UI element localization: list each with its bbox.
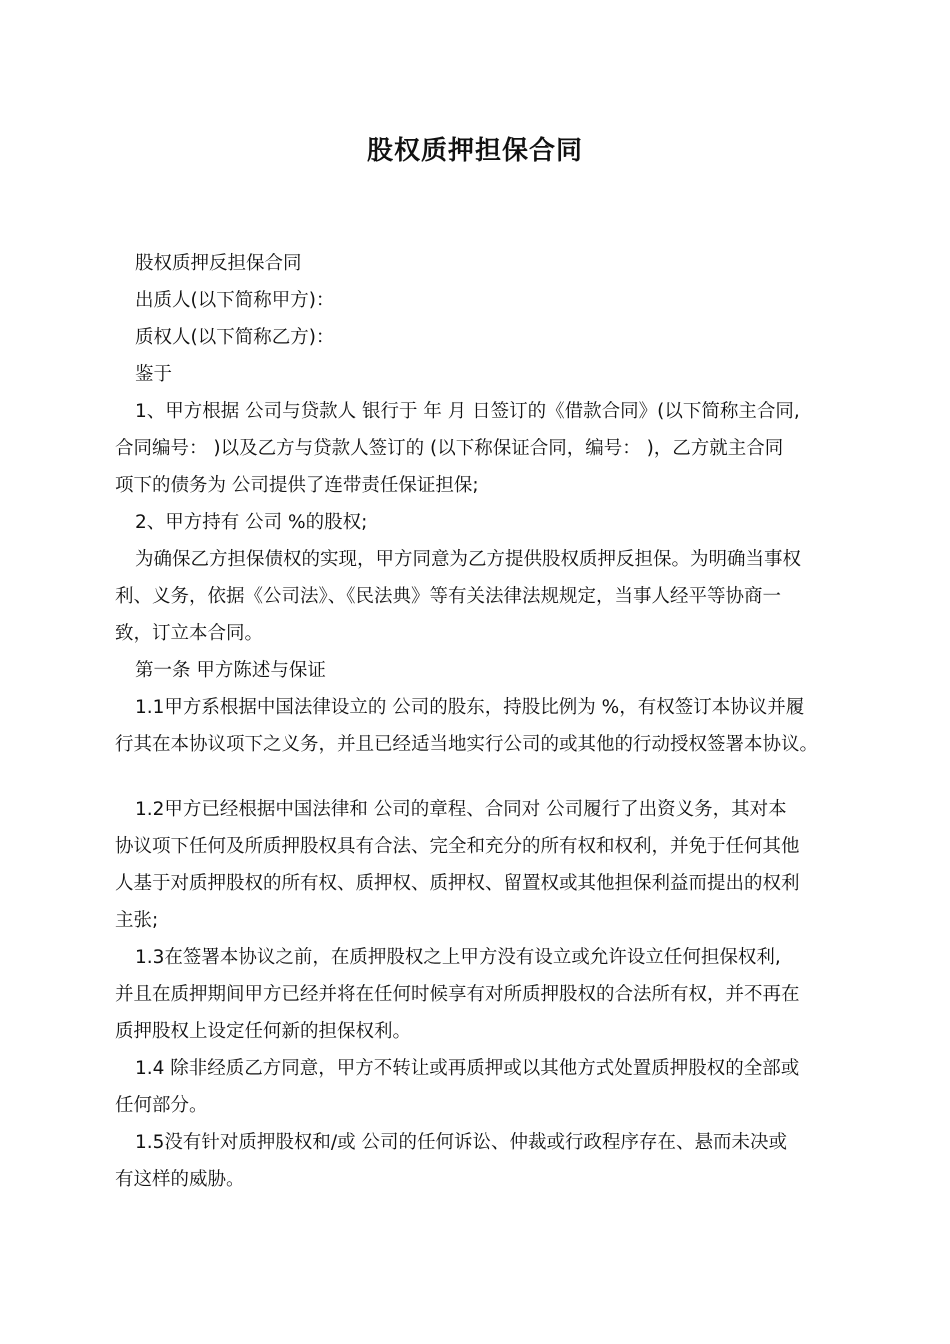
text-line: 项下的债务为 公司提供了连带责任保证担保; <box>115 475 479 496</box>
clause-1-4 <box>115 1050 845 1124</box>
paragraph-recital-2 <box>115 504 845 541</box>
text-line: 致，订立本合同。 <box>115 623 264 644</box>
spacer <box>115 763 845 791</box>
text-line: 人基于对质押股权的所有权、质押权、质押权、留置权或其他担保利益而提出的权利 <box>115 873 800 894</box>
text-line: 主张; <box>115 910 159 931</box>
text-line: 行其在本协议项下之义务，并且已经适当地实行公司的或其他的行动授权签署本协议。 <box>115 734 819 755</box>
paragraph-whereas <box>115 356 845 393</box>
article-1-heading <box>115 652 845 689</box>
paragraph-purpose <box>115 541 845 652</box>
clause-1-2 <box>115 791 845 939</box>
text-line: 质押股权上设定任何新的担保权利。 <box>115 1021 412 1042</box>
text-line: 合同编号： )以及乙方与贷款人签订的 (以下称保证合同，编号： )，乙方就主合同 <box>115 438 784 459</box>
paragraph-recital-1 <box>115 393 845 504</box>
text-line: 1.4 除非经质乙方同意，甲方不转让或再质押或以其他方式处置质押股权的全部或 <box>135 1058 800 1079</box>
document-body <box>115 245 845 1198</box>
text-line: 有这样的威胁。 <box>115 1169 245 1190</box>
text-line: 2、甲方持有 公司 %的股权; <box>135 512 368 533</box>
text-line: 1.2甲方已经根据中国法律和 公司的章程、合同对 公司履行了出资义务，其对本 <box>135 799 787 820</box>
text-line: 1.1甲方系根据中国法律设立的 公司的股东，持股比例为 %，有权签订本协议并履 <box>135 697 805 718</box>
text-line: 第一条 甲方陈述与保证 <box>135 660 326 681</box>
clause-1-1 <box>115 689 845 763</box>
text-line: 为确保乙方担保债权的实现，甲方同意为乙方提供股权质押反担保。为明确当事权 <box>135 549 802 570</box>
paragraph-pledgee <box>115 319 845 356</box>
text-line: 质权人(以下简称乙方)： <box>135 327 335 348</box>
document-title: 股权质押担保合同 <box>366 136 583 166</box>
text-line: 并且在质押期间甲方已经并将在任何时候享有对所质押股权的合法所有权，并不再在 <box>115 984 800 1005</box>
text-line: 鉴于 <box>135 364 173 385</box>
text-line: 1、甲方根据 公司与贷款人 银行于 年 月 日签订的《借款合同》(以下简称主合同, <box>135 401 800 422</box>
text-line: 协议项下任何及所质押股权具有合法、完全和充分的所有权和权利，并免于任何其他 <box>115 836 800 857</box>
text-line: 任何部分。 <box>115 1095 208 1116</box>
clause-1-5 <box>115 1124 845 1198</box>
text-line: 1.3在签署本协议之前，在质押股权之上甲方没有设立或允许设立任何担保权利, <box>135 947 781 968</box>
paragraph-pledgor <box>115 282 845 319</box>
clause-1-3 <box>115 939 845 1050</box>
text-line: 出质人(以下简称甲方)： <box>135 290 335 311</box>
text-line: 1.5没有针对质押股权和/或 公司的任何诉讼、仲裁或行政程序存在、悬而未决或 <box>135 1132 788 1153</box>
paragraph-subtitle <box>115 245 845 282</box>
text-line: 股权质押反担保合同 <box>135 253 302 274</box>
text-line: 利、义务，依据《公司法》、《民法典》等有关法律法规规定，当事人经平等协商一 <box>115 586 782 607</box>
